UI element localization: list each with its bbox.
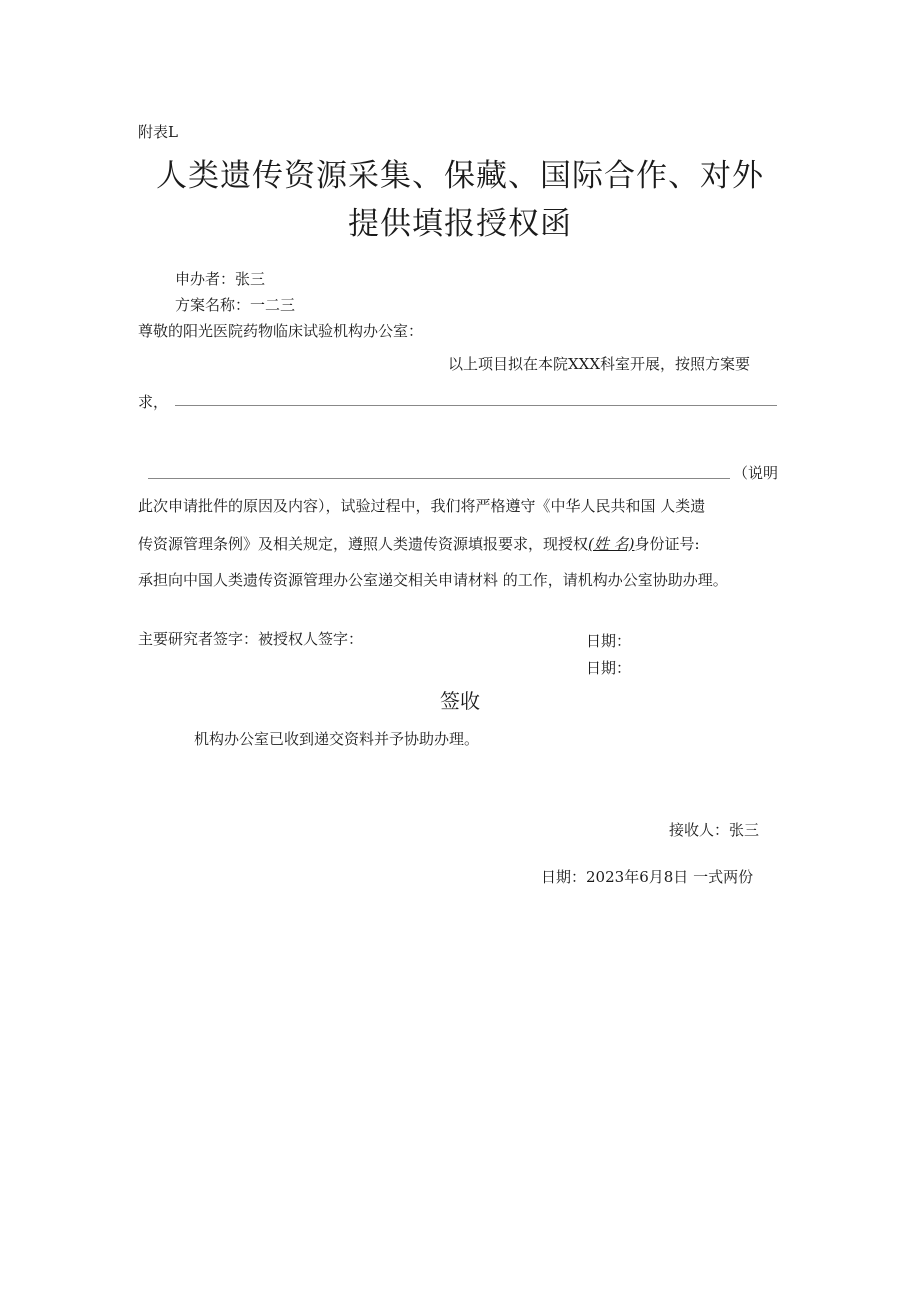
- date-label-2: 日期：: [586, 659, 632, 677]
- paragraph-line-2: 求，: [138, 393, 169, 411]
- protocol-label: 方案名称：: [175, 296, 251, 314]
- receipt-title: 签收: [440, 689, 480, 713]
- appendix-label: 附表L: [138, 123, 178, 141]
- receipt-text: 机构办公室已收到递交资料并予协助办理。: [194, 730, 480, 748]
- salutation: 尊敬的阳光医院药物临床试验机构办公室：: [138, 322, 424, 340]
- blank-underline-1: [175, 405, 777, 406]
- authorized-name-placeholder: (姓 名): [588, 535, 635, 553]
- paragraph-line-1: 以上项目拟在本院XXX科室开展，按照方案要: [448, 355, 751, 373]
- paragraph-line-5-text: 传资源管理条例》及相关规定，遵照人类遗传资源填报要求，现授权: [138, 535, 589, 553]
- document-title-line2: 提供填报授权函: [348, 206, 572, 242]
- authorized-sign-label: 被授权人签字：: [258, 630, 364, 648]
- receipt-date-label: 日期：: [541, 868, 587, 886]
- paragraph-line-3: （说明: [733, 464, 779, 482]
- receipt-date-value: 2023年6月8日: [586, 868, 689, 886]
- sponsor-row: [175, 268, 265, 289]
- paragraph-line-6: 承担向中国人类遗传资源管理办公室递交相关申请材料 的工作，请机构办公室协助办理。: [138, 571, 728, 589]
- receipt-date-row: [541, 866, 753, 887]
- sponsor-label: 申办者：: [175, 270, 236, 288]
- date-label-1: 日期：: [586, 632, 632, 650]
- blank-underline-2: [148, 478, 730, 479]
- protocol-value: 一二三: [250, 296, 296, 314]
- receiver-row: [669, 819, 759, 840]
- document-title-line1: 人类遗传资源采集、保藏、国际合作、对外: [156, 158, 764, 194]
- paragraph-line-5: [138, 533, 700, 554]
- copies-note: 一式两份: [693, 868, 754, 886]
- sponsor-value: 张三: [235, 270, 266, 288]
- pi-sign-label: 主要研究者签字：: [138, 630, 259, 648]
- protocol-row: [175, 294, 295, 315]
- receiver-value: 张三: [729, 821, 760, 839]
- receiver-label: 接收人：: [669, 821, 730, 839]
- signature-row: [138, 628, 363, 649]
- paragraph-line-4: 此次申请批件的原因及内容），试验过程中，我们将严格遵守《中华人民共和国 人类遗: [138, 497, 706, 515]
- id-number-label: 身份证号:: [634, 535, 700, 553]
